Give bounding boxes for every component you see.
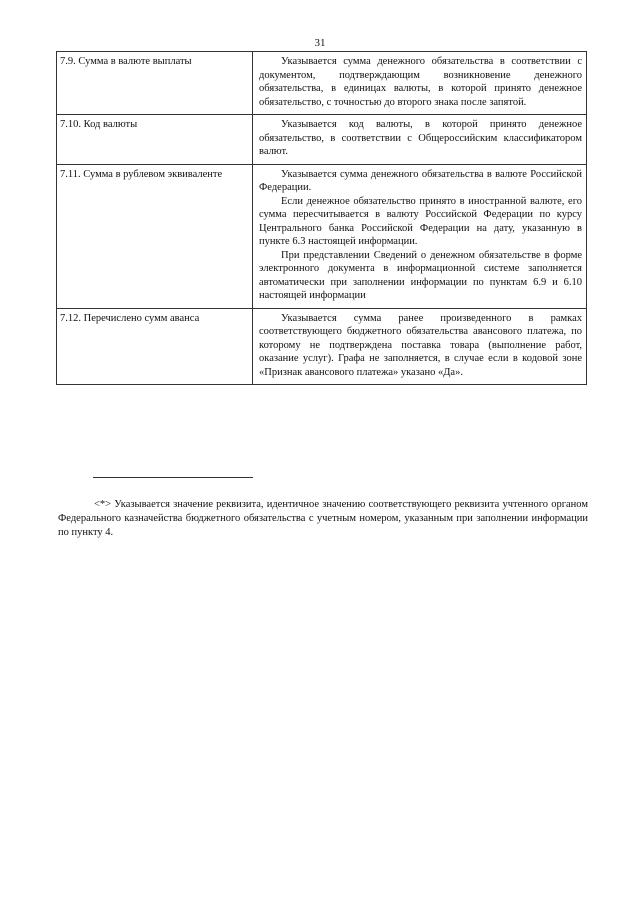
footnote: <*> Указывается значение реквизита, идентичное значению соответствующего реквизита учтенного органом Федерального казначейства бюджетного обязательства с учетным номером, указанным при заполнении информации по пункту 4.	[58, 499, 588, 538]
row-description-cell	[253, 164, 587, 308]
row-name-cell: 7.9. Сумма в валюте выплаты	[57, 52, 253, 115]
table-row	[57, 115, 587, 165]
row-name-cell: 7.10. Код валюты	[57, 115, 253, 165]
row-name-cell: 7.11. Сумма в рублевом эквиваленте	[57, 164, 253, 308]
description-paragraph: При представлении Сведений о денежном обязательстве в форме электронного документа в информационной системе заполняется автоматически при заполнении информации по пунктам 6.9 и 6.10 настоящей информации	[259, 249, 582, 301]
row-description-cell	[253, 308, 587, 385]
description-paragraph: Указывается код валюты, в которой принято денежное обязательство, в соответствии с Общероссийским классификатором валют.	[259, 119, 582, 157]
row-description-cell	[253, 52, 587, 115]
table-row	[57, 308, 587, 385]
requisites-table	[56, 51, 587, 385]
page-number: 31	[314, 37, 326, 49]
description-paragraph: Указывается сумма денежного обязательства в валюте Российской Федерации.	[259, 168, 582, 193]
description-paragraph: Если денежное обязательство принято в иностранной валюте, его сумма пересчитывается в валюту Российской Федерации по курсу Центрального банка Российской Федерации на дату, указанную в пункте 6.3 настоящей информации.	[259, 195, 582, 247]
row-name-cell: 7.12. Перечислено сумм аванса	[57, 308, 253, 385]
table-row	[57, 164, 587, 308]
footnote-separator	[93, 477, 253, 478]
table-row	[57, 52, 587, 115]
description-paragraph: Указывается сумма ранее произведенного в рамках соответствующего бюджетного обязательства авансового платежа, по которому не подтверждена поставка товара (выполнение работ, оказание услуг). Графа не заполняется, в случае если в кодовой зоне «Признак авансового платежа» указано «Да».	[259, 312, 582, 378]
row-description-cell	[253, 115, 587, 165]
description-paragraph: Указывается сумма денежного обязательства в соответствии с документом, подтверждающим возникновение денежного обязательства, в единицах валюты, в которой принято денежное обязательство, с точностью до второго знака после запятой.	[259, 56, 582, 108]
